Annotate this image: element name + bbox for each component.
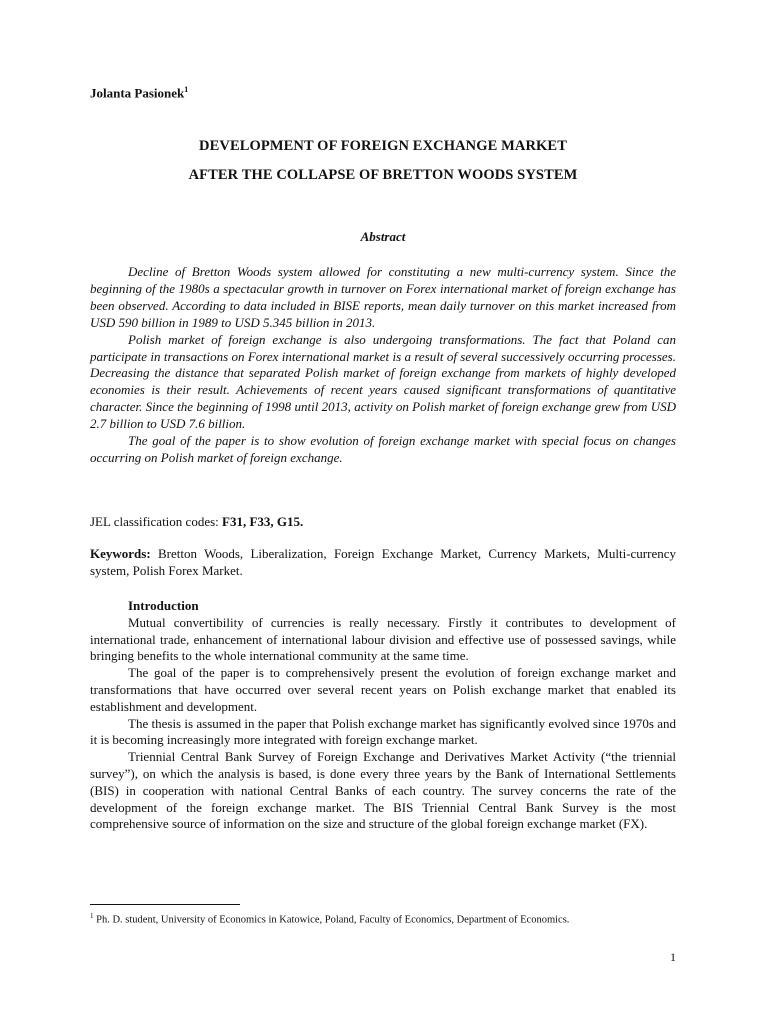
introduction-heading: Introduction (128, 598, 199, 613)
paper-title-line-2: AFTER THE COLLAPSE OF BRETTON WOODS SYSTEM (188, 167, 578, 183)
abstract-paragraph: Polish market of foreign exchange is also undergoing transformations. The fact that Poland can participate in transactions on Forex international market is a result of several successively occurring processes. Decreasing the distance that separated Polish market of foreign exchange from markets of highly developed economies is their result. Achievements of recent years caused significant transformations of quantitative character. Since the beginning of 1998 until 2013, activity on Polish market of foreign exchange grew from USD 2.7 billion to USD 7.6 billion. (90, 331, 676, 432)
footnote-divider (90, 904, 240, 905)
jel-codes (90, 514, 303, 530)
jel-label: JEL classification codes: (90, 514, 223, 529)
author-name: Jolanta Pasionek$^1$ (90, 85, 189, 101)
author-footnote-mark: 1 (184, 85, 189, 94)
keywords-label: Keywords: (90, 546, 151, 561)
introduction-paragraph: Mutual convertibility of currencies is really necessary. Firstly it contributes to development of international trade, enhancement of international labour division and effective use of possessed savings, while bringing benefits to the whole international community at the same time. (90, 614, 676, 664)
keywords (90, 545, 676, 579)
page-number: 1 (670, 950, 676, 964)
abstract-paragraph: The goal of the paper is to show evolution of foreign exchange market with special focus on changes occurring on Polish market of foreign exchange. (90, 433, 676, 465)
abstract-body (90, 264, 676, 467)
footnote-text: Ph. D. student, University of Economics in Katowice, Poland, Faculty of Economics, Department of Economics. (93, 914, 570, 926)
keywords-text: Bretton Woods, Liberalization, Foreign Exchange Market, Currency Markets, Multi-currency system, Polish Forex Market. (90, 546, 676, 578)
introduction-paragraph: The goal of the paper is to comprehensively present the evolution of foreign exchange market and transformations that have occurred over several recent years on Polish exchange market that enabled its establishment and development. (90, 665, 676, 714)
abstract-heading: Abstract (360, 229, 406, 244)
paper-title-line-1: DEVELOPMENT OF FOREIGN EXCHANGE MARKET (199, 138, 567, 154)
introduction-paragraph: The thesis is assumed in the paper that Polish exchange market has significantly evolved since 1970s and it is becoming increasingly more integrated with foreign exchange market. (90, 715, 676, 748)
abstract-paragraph: Decline of Bretton Woods system allowed for constituting a new multi-currency system. Since the beginning of the 1980s a spectacular growth in turnover on Forex international market of foreign exchange has been observed. According to data included in BISE reports, mean daily turnover on this market increased from USD 590 billion in 1989 to USD 5.345 billion in 2013. (90, 264, 676, 330)
jel-code-list: F31, F33, G15. (222, 514, 304, 529)
introduction-paragraph: Triennial Central Bank Survey of Foreign Exchange and Derivatives Market Activity (“the triennial survey”), on which the analysis is based, is done every three years by the Bank of International Settlements (BIS) in cooperation with national Central Banks of each country. The survey concerns the rate of the development of the foreign exchange market. The BIS Triennial Central Bank Survey is the most comprehensive source of information on the size and structure of the global foreign exchange market (FX). (90, 749, 676, 832)
introduction-section (90, 598, 676, 833)
footnote (90, 909, 676, 928)
footnote-mark: 1 (90, 912, 94, 920)
